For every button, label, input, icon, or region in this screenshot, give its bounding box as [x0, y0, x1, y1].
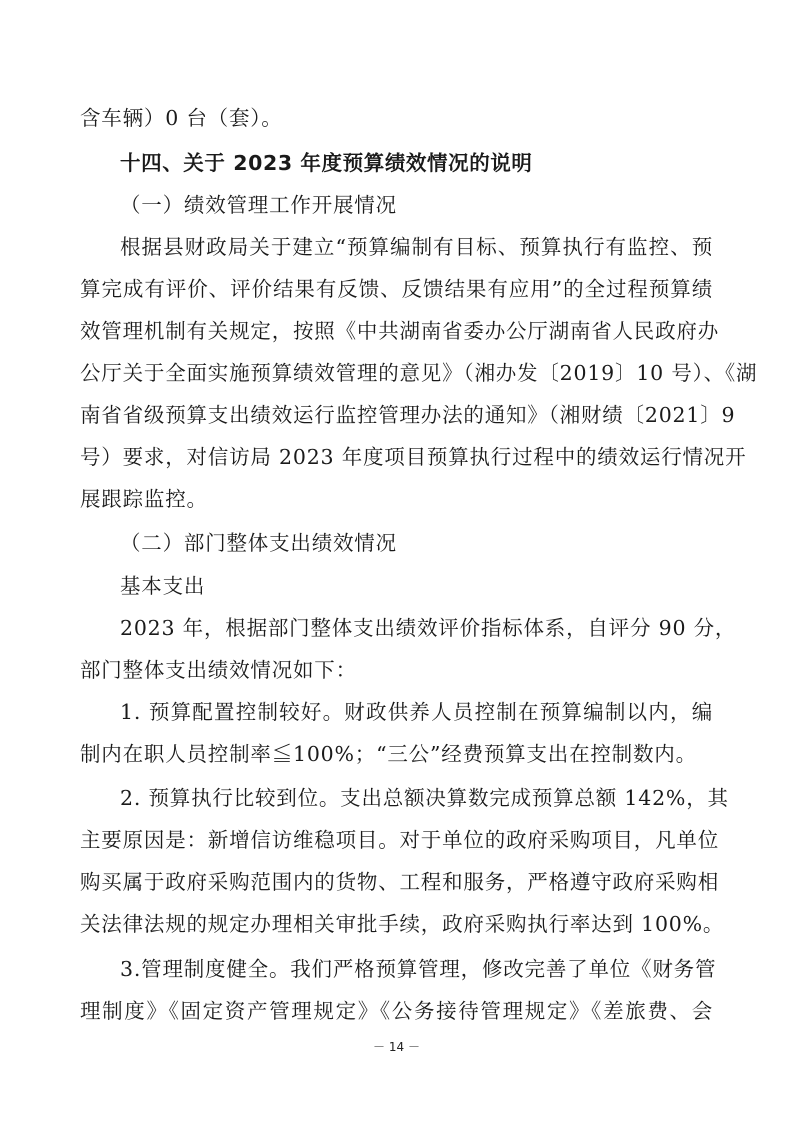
paragraph-line: 南省省级预算支出绩效运行监控管理办法的通知》（湘财绩〔2021〕9 [80, 403, 736, 427]
list-item-1: 1. 预算配置控制较好。财政供养人员控制在预算编制以内，编 [120, 700, 713, 724]
paragraph-line: 关法律法规的规定办理相关审批手续，政府采购执行率达到 100%。 [80, 912, 725, 936]
paragraph-line: 号）要求，对信访局 2023 年度项目预算执行过程中的绩效运行情况开 [80, 445, 747, 469]
paragraph-line: 效管理机制有关规定，按照《中共湖南省委办公厅湖南省人民政府办 [80, 319, 719, 343]
subheading-performance-management: （一）绩效管理工作开展情况 [120, 193, 397, 217]
list-item-3: 3.管理制度健全。我们严格预算管理，修改完善了单位《财务管 [120, 957, 717, 981]
subheading-overall-expenditure: （二）部门整体支出绩效情况 [120, 531, 397, 555]
subheading-basic-expenditure: 基本支出 [120, 574, 206, 598]
paragraph-line: 部门整体支出绩效情况如下： [80, 658, 357, 682]
text-line-continuation: 含车辆）0 台（套）。 [80, 106, 283, 130]
paragraph-line: 根据县财政局关于建立“预算编制有目标、预算执行有监控、预 [120, 235, 713, 259]
paragraph-line: 公厅关于全面实施预算绩效管理的意见》（湘办发〔2019〕10 号）、《湖 [80, 361, 758, 385]
list-item-2: 2. 预算执行比较到位。支出总额决算数完成预算总额 142%，其 [120, 786, 729, 810]
page-number: － 14 － [373, 1040, 420, 1054]
paragraph-line: 2023 年，根据部门整体支出绩效评价指标体系，自评分 90 分， [120, 616, 737, 640]
paragraph-line: 算完成有评价、评价结果有反馈、反馈结果有应用”的全过程预算绩 [80, 277, 713, 301]
paragraph-line: 理制度》《固定资产管理规定》《公务接待管理规定》《差旅费、会 [80, 999, 713, 1023]
paragraph-line: 展跟踪监控。 [80, 487, 208, 511]
paragraph-line: 购买属于政府采购范围内的货物、工程和服务，严格遵守政府采购相 [80, 870, 719, 894]
paragraph-line: 主要原因是：新增信访维稳项目。对于单位的政府采购项目，凡单位 [80, 828, 719, 852]
section-heading-14: 十四、关于 2023 年度预算绩效情况的说明 [120, 151, 533, 175]
paragraph-line: 制内在职人员控制率≦100%；“三公”经费预算支出在控制数内。 [80, 742, 697, 766]
